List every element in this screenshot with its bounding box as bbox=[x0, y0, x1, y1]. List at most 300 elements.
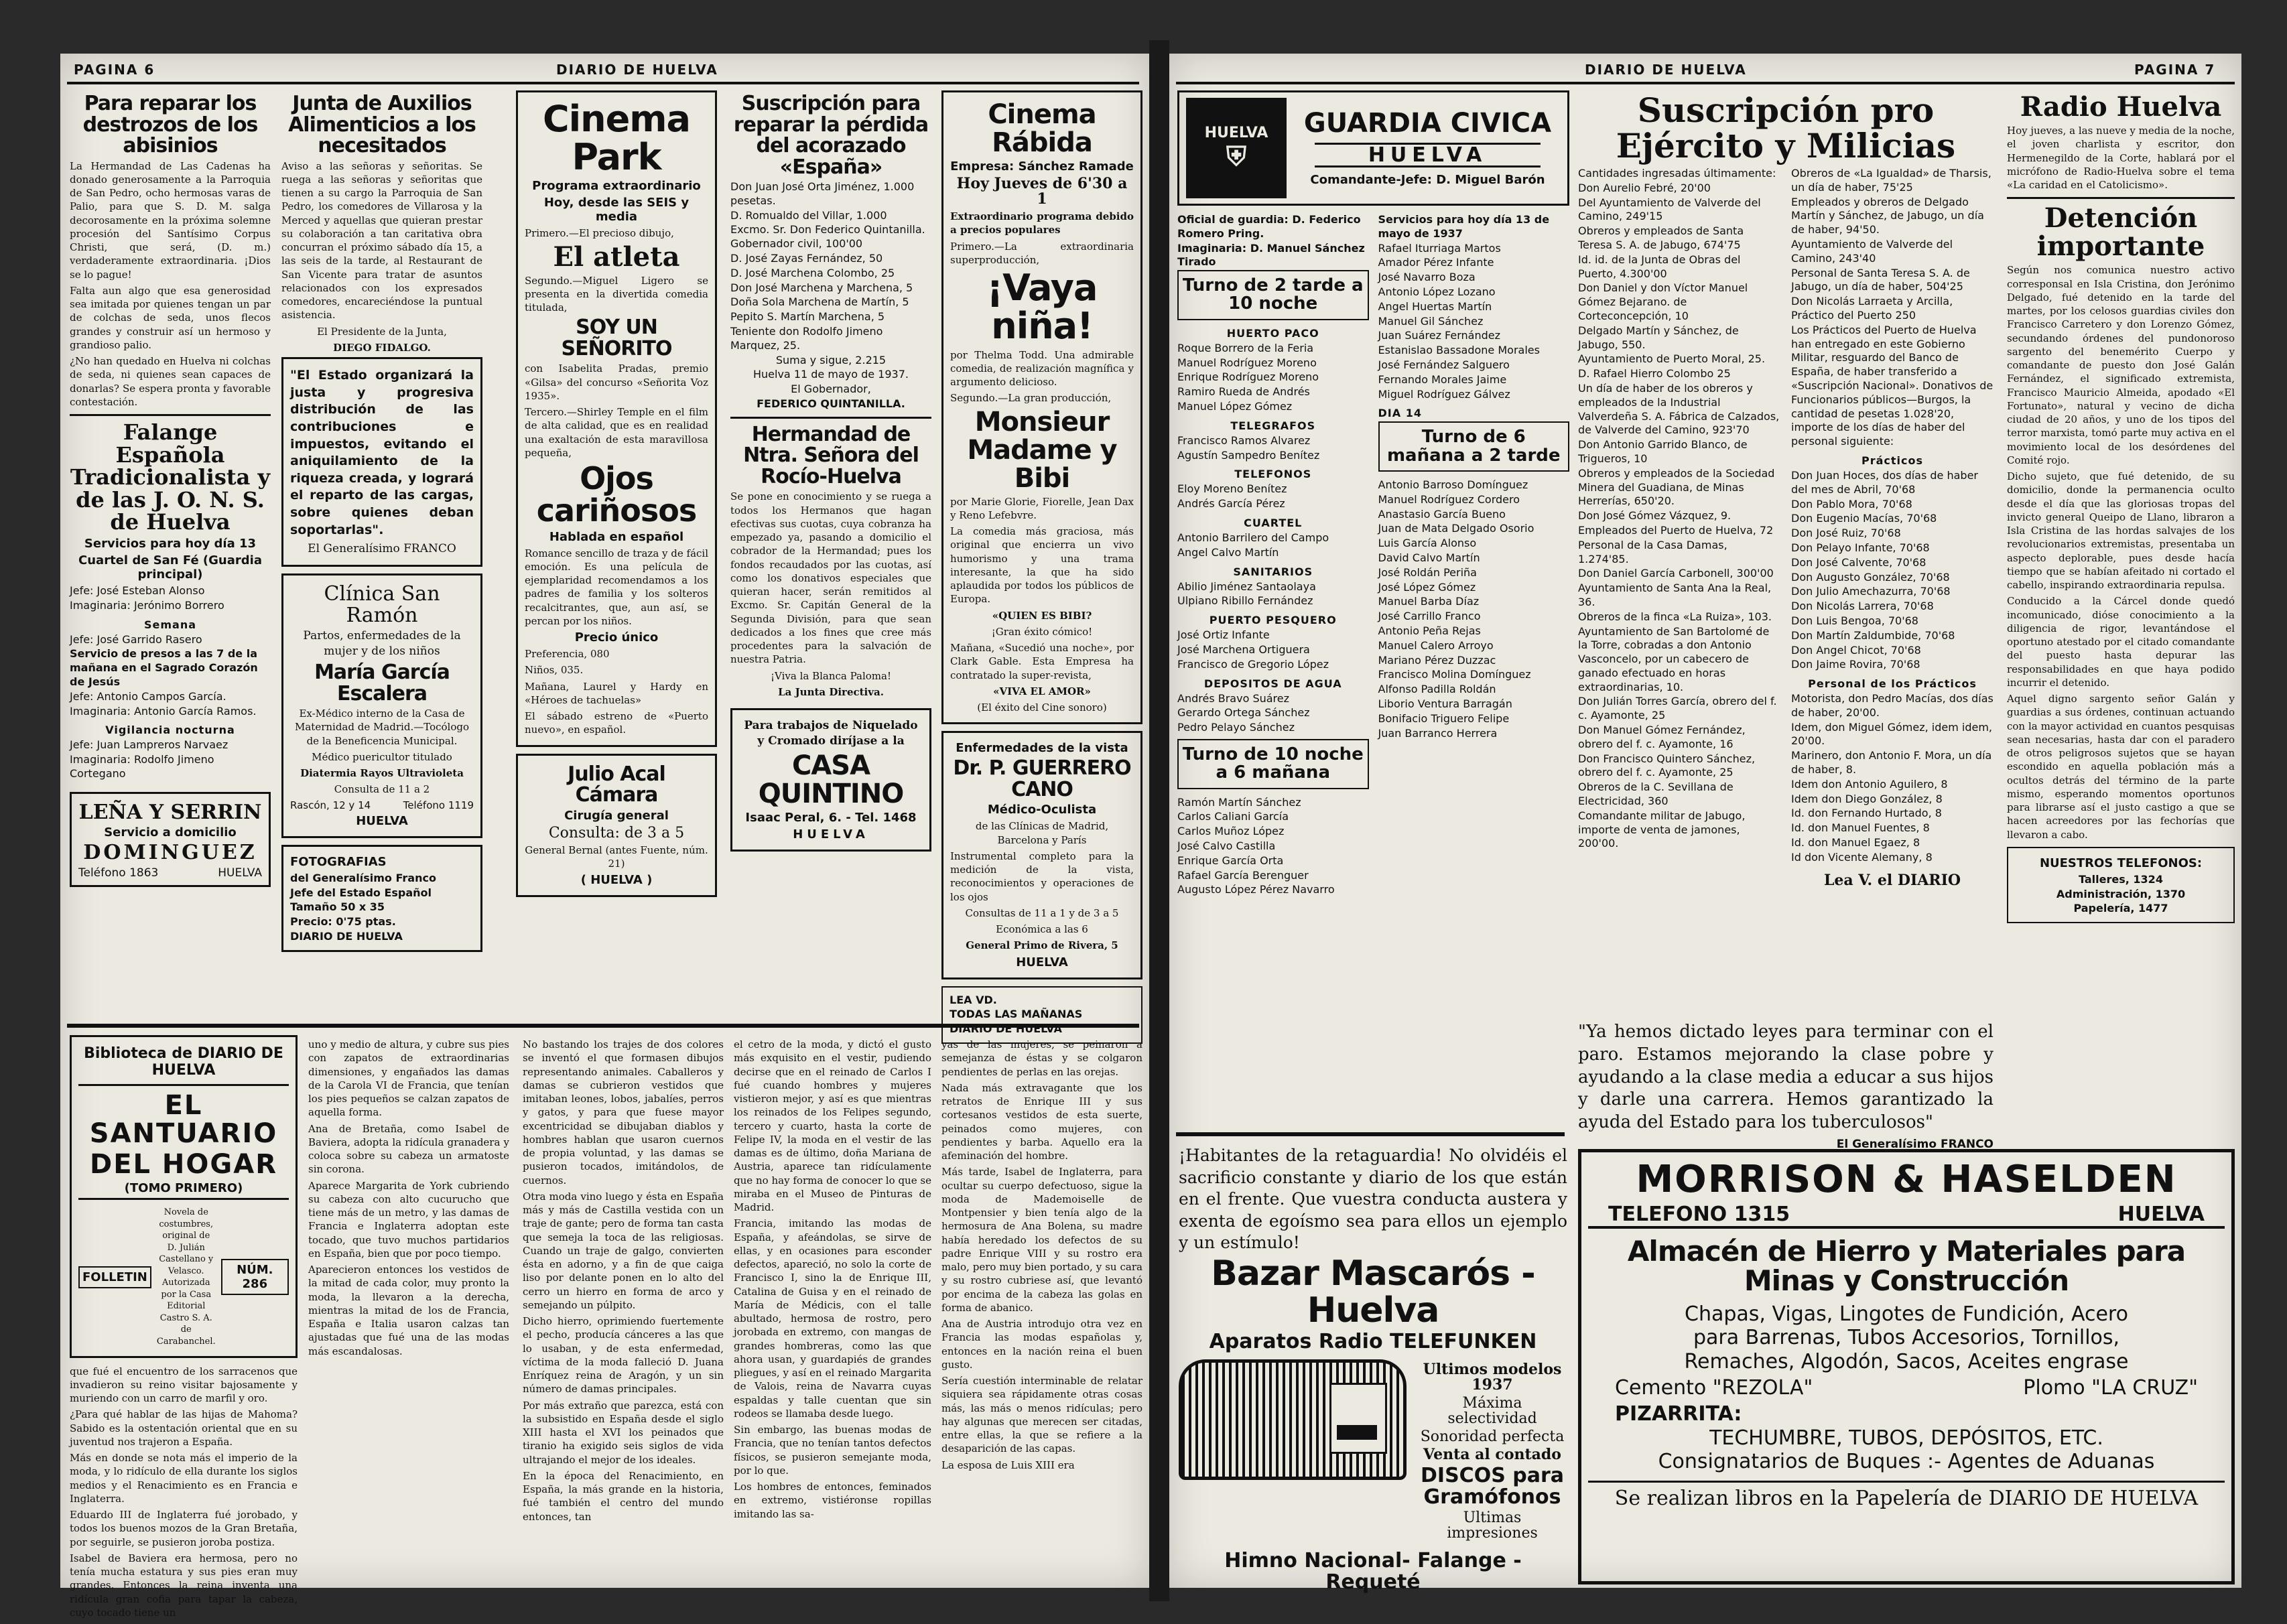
ad-city: HUELVA bbox=[218, 866, 262, 880]
subscription-date: Huelva 11 de mayo de 1937. bbox=[753, 368, 909, 381]
ad-line: Ex-Médico interno de la Casa de Maternidad de Madrid.—Tocólogo de la Beneficencia Municipal. bbox=[294, 707, 469, 747]
divider bbox=[70, 414, 271, 416]
roster-line: Fernando Morales Jaime bbox=[1378, 373, 1507, 386]
ad-address: Rascón, 12 y 14 bbox=[290, 799, 371, 811]
folio-page-number: PAGINA 6 bbox=[74, 62, 155, 78]
guardia-title: GUARDIA CIVICA bbox=[1303, 107, 1552, 139]
ad-phone: Teléfono 1119 bbox=[403, 799, 474, 811]
roster-line: Luis García Alonso bbox=[1378, 537, 1477, 550]
folletin-paragraph: Otra moda vino luego y ésta en España más y más de Castilla vestida con un traje de gante; pero de forma tan casta que semeja la toca de las religiosas. Cuando un traje de galgo, convierten ésta en adorno, y a fin de que caiga liso por delante ponen en lo alto del cerro un hierro en forma de arco y semejando un púlpito. bbox=[523, 1190, 724, 1311]
subscription-line: Marinero, don Antonio F. Mora, un día de haber, 8. bbox=[1791, 749, 1992, 776]
ad-line: Consultas de 11 a 1 y de 3 a 5 bbox=[965, 906, 1119, 919]
suscripcion-title: Suscripción pro Ejército y Milicias bbox=[1616, 90, 1956, 165]
roster-line: Abilio Jiménez Santaolaya bbox=[1177, 580, 1316, 593]
ad-line: TODAS LAS MAÑANAS bbox=[950, 1008, 1083, 1021]
program-line: Primero.—La extraordinaria superproducción, bbox=[950, 240, 1134, 266]
turno-box bbox=[1378, 421, 1570, 472]
ad-line: Tamaño 50 x 35 bbox=[290, 900, 385, 914]
section-rule bbox=[67, 1024, 1139, 1028]
biblioteca-box bbox=[70, 1035, 298, 1358]
roster-line: Carlos Caliani García bbox=[1177, 810, 1289, 823]
ad-line: del Generalísimo Franco bbox=[290, 871, 436, 884]
ad-line: Instrumental completo para la medición de la vista, reconocimientos y operaciones de los ojos bbox=[950, 850, 1134, 903]
huelva-shield-icon: HUELVA ⛨ bbox=[1186, 98, 1287, 198]
program-line: «QUIEN ES BIBI? bbox=[992, 609, 1092, 622]
bazar-line: Venta al contado bbox=[1423, 1446, 1561, 1464]
ad-line: Médico puericultor titulado bbox=[312, 750, 452, 763]
ad-phone: Teléfono 1863 bbox=[78, 866, 159, 880]
program-line: Tercero.—Shirley Temple en el film de alta calidad, que es en realidad una exaltación de esta maravillosa pequeña, bbox=[525, 406, 708, 459]
subscription-line: Don Nicolás Larraeta y Arcilla, Práctico del Puerto 250 bbox=[1791, 295, 1953, 322]
subscription-line: Don Pablo Mora, 70'68 bbox=[1791, 497, 1912, 511]
folletin-number: NÚM. 286 bbox=[221, 1259, 289, 1295]
guardia-jefe: Comandante-Jefe: D. Miguel Barón bbox=[1310, 173, 1545, 188]
ad-line: General Primo de Rivera, 5 bbox=[966, 939, 1118, 952]
folletin-paragraph: Por más extraño que parezca, está con la subsistido en España desde el siglo XIII hasta el XVI los peinados que tiranio ha exigido seis siglos de vida ultrajando el mejor de los ideales. bbox=[523, 1399, 724, 1466]
subscription-line: Motorista, don Pedro Macías, dos días de haber, 20'00. bbox=[1791, 692, 1994, 719]
roster-line: Rafael García Berenguer bbox=[1177, 868, 1309, 882]
film-title: ¡Vaya niña! bbox=[986, 267, 1098, 347]
signer-name: DIEGO FIDALGO. bbox=[333, 341, 431, 354]
subscription-line: Don Aurelio Febré, 20'00 bbox=[1578, 181, 1711, 194]
morrison-line: Consignatarios de Buques :- Agentes de Aduanas bbox=[1658, 1450, 2155, 1474]
roster-line: Miguel Rodríguez Gálvez bbox=[1378, 387, 1510, 401]
roster-date: Servicios para hoy día 13 de mayo de 1937 bbox=[1378, 213, 1550, 240]
article-line: La Junta Directiva. bbox=[778, 685, 884, 698]
subscription-line: Don Juan Hoces, dos días de haber del mes de Abril, 70'68 bbox=[1791, 468, 1978, 496]
folletin-paragraph: uno y medio de altura, y cubre sus pies con zapatos de extraordinarias dimensiones, y engañados las damas de la Carola VI de Francia, que tenían los pies pequeños se calzan zapatos de aquella forma. bbox=[308, 1038, 509, 1119]
folletin-column-1 bbox=[70, 1035, 298, 1619]
roster-line: Manuel López Gómez bbox=[1177, 399, 1293, 413]
subscription-total: Suma y sigue, 2.215 bbox=[775, 353, 887, 366]
radio-set-icon bbox=[1179, 1359, 1407, 1480]
ad-city: HUELVA bbox=[1016, 955, 1068, 969]
subscription-line: Los Prácticos del Puerto de Huelva han entregado en este Gobierno Militar, resguardo del Banco de España, de haber transferido a «Suscripción Nacional». Donativos de Funcionarios públicos—Burgos, la cantidad de pesetas 1.028'20, importe de los días de haber del personal siguiente: bbox=[1791, 323, 1994, 448]
subscription-line: Don José Ruiz, 70'68 bbox=[1791, 527, 1901, 540]
turno-title: Turno de 6 mañana a 2 tarde bbox=[1386, 427, 1561, 466]
roster-line: Ramón Martín Sánchez bbox=[1177, 795, 1301, 809]
ad-name: DOMINGUEZ bbox=[83, 841, 257, 865]
folletin-paragraph: Francia, imitando las modas de España, y afeándolas, se sirve de ellas, y en ocasiones para esconder defectos, apareció, no solo la corte de Francisco I, sino la de Enrique III, Catalina de Guisa y en el reinado de María de Médicis, con el talle abultado, hermosa de rostro, pero jorobada en extremo, con mangas de grandes hombreras, como las que ahora usan, y guardapiés de grandes pliegues, y así en el reinado Margarita de Valois, reina de Navarra cuyas espaldas y talle cuentan que sin rodeos se llamaba desde luego. bbox=[734, 1217, 931, 1420]
roster-line: Imaginaria: Jerónimo Borrero bbox=[70, 598, 224, 612]
falange-cuartel: Cuartel de San Fé (Guardia principal) bbox=[78, 553, 262, 582]
folletin-paragraph: Más tarde, Isabel de Inglaterra, para ocultar su cuerpo defectuoso, sigue la moda de Mademoiselle de Montpensier y bien tenía algo de la hermosura de Ana Bolena, su madre había heredado los defectos de su padre Enrique VIII y su rostro era malo, pero muy bien portado, y su cara y su rostro cubriese así, que levantó por encima de la cabeza las golas en forma de abanico. bbox=[941, 1166, 1142, 1314]
turno-title: Turno de 2 tarde a 10 noche bbox=[1182, 275, 1364, 314]
subscription-line: Don Julio Amechazurra, 70'68 bbox=[1791, 585, 1951, 598]
novel-title-2: DEL HOGAR bbox=[89, 1149, 277, 1180]
franco-quote-box bbox=[281, 357, 482, 567]
film-title: Monsieur Madame y Bibi bbox=[967, 406, 1117, 494]
subscription-line: Don Daniel y don Víctor Manuel Gómez Bejarano. de Corteconcepción, 10 bbox=[1578, 281, 1748, 322]
roster-line: Jefe: José Esteban Alonso bbox=[70, 584, 205, 597]
turno-title: Turno de 10 noche a 6 mañana bbox=[1182, 744, 1364, 783]
roster-line: Roque Borrero de la Feria bbox=[1177, 341, 1314, 354]
folletin-column-4 bbox=[734, 1035, 931, 1584]
ad-subtitle: Enfermedades de la vista bbox=[956, 741, 1128, 756]
detencion-title: Detención importante bbox=[2036, 202, 2205, 263]
article-body: Falta aun algo que esa generosidad sea imitada por quienes tengan un par de colchas de seda, unos flecos grandes y construir así un hermoso y grandioso palio. bbox=[70, 284, 271, 351]
roster-section: HUERTO PACO bbox=[1226, 326, 1319, 340]
section-rule bbox=[1176, 1132, 1565, 1136]
telefonos-box bbox=[2007, 847, 2235, 923]
roster-line: Manuel Gil Sánchez bbox=[1378, 314, 1484, 328]
bazar-line: Máxima selectividad bbox=[1447, 1394, 1537, 1427]
ad-city: HUELVA bbox=[356, 813, 408, 828]
biblioteca-title: Biblioteca de DIARIO DE HUELVA bbox=[84, 1045, 283, 1079]
subscription-line: Id. don Manuel Fuentes, 8 bbox=[1791, 821, 1930, 835]
falange-subtitle: Servicios para hoy día 13 bbox=[84, 536, 257, 551]
novel-title-1: EL SANTUARIO bbox=[89, 1090, 278, 1149]
program-line: El sábado estreno de «Puerto nuevo», en español. bbox=[525, 710, 708, 736]
ad-subtitle: Cirugía general bbox=[564, 808, 669, 823]
subscription-line: Obreros de la finca «La Ruiza», 103. bbox=[1578, 610, 1772, 623]
roster-line: Carlos Muñoz López bbox=[1177, 825, 1285, 838]
roster-line: Antonio López Lozano bbox=[1378, 285, 1496, 298]
bazar-subtitle: Aparatos Radio TELEFUNKEN bbox=[1209, 1330, 1537, 1354]
subscription-line: Un día de haber de los obreros y empleados de la Industrial Valverdeña S. A. Fábrica de Calzados, de Valverde del Camino, 923'70 bbox=[1578, 381, 1780, 437]
roster-section: CUARTEL bbox=[1244, 516, 1303, 529]
bazar-line: DISCOS para Gramófonos bbox=[1421, 1464, 1564, 1509]
subscription-line: Obreros de la C. Sevillana de Electricidad, 360 bbox=[1578, 781, 1734, 808]
subscription-line: Delgado Martín y Sánchez, de Jabugo, 550. bbox=[1578, 324, 1739, 351]
roster-line: Juan Suárez Fernández bbox=[1378, 329, 1500, 342]
morrison-line: Chapas, Vigas, Lingotes de Fundición, Acero bbox=[1685, 1302, 2128, 1326]
ad-lena-serrin bbox=[70, 792, 271, 887]
cinema-subtitle: Programa extraordinario bbox=[532, 179, 701, 194]
subscription-line: Idem, don Miguel Gómez, idem idem, 20'00. bbox=[1791, 720, 1992, 748]
suscripcion-block bbox=[1578, 90, 1994, 1015]
header-rule bbox=[1176, 82, 2235, 84]
quote-text: "El Estado organizará la justa y progresiva distribución de las contribuciones e impuestos, evitando el aniquilamiento de la riqueza creada, y logrará el reparto de las cargas, sobre quienes deban soportarlas". bbox=[290, 368, 474, 537]
roster-line: Ramiro Rueda de Andrés bbox=[1177, 385, 1310, 399]
ad-line: Diatermia Rayos Ultravioleta bbox=[300, 767, 464, 780]
ad-address: General Bernal (antes Fuente, núm. 21) bbox=[525, 843, 708, 870]
ad-line: Jefe del Estado Español bbox=[290, 886, 432, 899]
program-line: Extraordinario programa debido a precios populares bbox=[950, 210, 1134, 236]
divider bbox=[730, 417, 931, 419]
novel-description: Novela de costumbres, original de D. Julián Castellano y Velasco. Autorizada por la Casa Editorial Castro S. A. de Carabanchel. bbox=[156, 1207, 216, 1347]
ad-city: ( HUELVA ) bbox=[580, 873, 653, 888]
program-line: La comedia más graciosa, más original que encierra un vivo humorismo y una trama interesante, la que ha sido aplaudida por todos los públicos de Europa. bbox=[950, 525, 1134, 606]
morrison-line: TECHUMBRE, TUBOS, DEPÓSITOS, ETC. bbox=[1709, 1426, 2103, 1450]
subscription-line: Id. id. de la Junta de Obras del Puerto, 4.300'00 bbox=[1578, 253, 1741, 280]
roster-line: Rafael Iturriaga Martos bbox=[1378, 241, 1501, 255]
program-line: con Isabelita Pradas, premio «Gilsa» del concurso «Señorita Voz 1935». bbox=[525, 362, 708, 402]
subscription-line: Id don Vicente Alemany, 8 bbox=[1791, 850, 1933, 864]
turno-box bbox=[1177, 739, 1369, 789]
article-body: Aquel digno sargento señor Galán y guardias a sus órdenes, continuan actuando con la mayor actividad en cuantos pesquisas sean necesarias, hasta dar con el paradero de otros peligrosos sujetos que se hayan escondido en aquella población más a ocultos detrás del término de la parte mismo, esperando momentos oportunos para librarse así el justo castigo a que se hacen acreedores por las fechorías que llevaron a cabo. bbox=[2007, 693, 2235, 841]
article-title: Para reparar los destrozos de los abisinios bbox=[82, 92, 258, 157]
subscription-line: Don José Calvente, 70'68 bbox=[1791, 555, 1926, 569]
folio-title: DIARIO DE HUELVA bbox=[556, 62, 718, 78]
roster-line: Manuel Barba Díaz bbox=[1378, 595, 1480, 608]
bazar-line: Himno Nacional- Falange - Requeté bbox=[1224, 1549, 1522, 1594]
subscription-line: Id. don Manuel Egaez, 8 bbox=[1791, 836, 1920, 850]
folletin-paragraph: Eduardo III de Inglaterra fué jorobado, y todos los buenos mozos de la Gran Bretaña, por seguirle, se pusieron joroba postiza. bbox=[70, 1509, 298, 1548]
ad-subtitle: Servicio a domicilio bbox=[104, 825, 237, 840]
price-line: Niños, 035. bbox=[525, 664, 584, 677]
roster-line: Servicio de presos a las 7 de la mañana en el Sagrado Corazón de Jesús bbox=[70, 647, 258, 688]
price-title: Precio único bbox=[574, 630, 659, 645]
roster-line: Manuel Calero Arroyo bbox=[1378, 638, 1494, 652]
roster-line: Jefe: Antonio Campos García. bbox=[70, 689, 226, 703]
program-line: Segundo.—La gran producción, bbox=[950, 392, 1112, 405]
article-body: Hoy jueves, a las nueve y media de la noche, el joven charlista y escritor, don Hermenegildo de la Corte, hablará por el micrófono de Radio-Huelva sobre el tema «La caridad en el Catolicismo». bbox=[2007, 125, 2235, 191]
subscription-line: Obreros y empleados de la Sociedad Minera del Guadiana, de Minas Herrerías, 650'20. bbox=[1578, 466, 1775, 508]
subscription-signer-role: El Gobernador, bbox=[791, 383, 871, 396]
article-body: ¿No han quedado en Huelva ni colchas de seda, ni quienes sean capaces de donarlas? Se espera pronta y favorable contestación. bbox=[70, 355, 271, 408]
guardia-col-a bbox=[1177, 212, 1369, 898]
folletin-paragraph: Ana de Austria introdujo otra vez en Francia las modas españolas y, entonces en la nación reina el buen gusto. bbox=[941, 1318, 1142, 1371]
lea-diario: Lea V. el DIARIO bbox=[1823, 871, 1961, 889]
roster-line: Francisco de Gregorio López bbox=[1177, 657, 1329, 671]
guardia-civica-block bbox=[1177, 90, 1569, 1122]
subscription-line: Don Francisco Quintero Sánchez, obrero del f. c. Ayamonte, 25 bbox=[1578, 752, 1756, 779]
ad-cinema-park bbox=[516, 90, 717, 747]
roster-line: Andrés Bravo Suárez bbox=[1177, 691, 1290, 705]
cinema-subtitle: Hoy, desde las SEIS y media bbox=[543, 196, 690, 224]
subscription-line: D. José Zayas Fernández, 50 bbox=[730, 251, 883, 265]
film-title: SOY UN SEÑORITO bbox=[561, 316, 672, 360]
ad-morrison-haselden bbox=[1578, 1149, 2235, 1584]
subscription-line: Don Augusto González, 70'68 bbox=[1791, 570, 1950, 584]
morrison-line: Cemento "REZOLA" bbox=[1615, 1376, 1813, 1400]
roster-line: Antonio Barroso Domínguez bbox=[1378, 478, 1528, 491]
subscription-line: D. Rafael Hierro Colombo 25 bbox=[1578, 367, 1731, 381]
subscription-line: Don Nicolás Larrera, 70'68 bbox=[1791, 600, 1934, 613]
folletin-label: FOLLETIN bbox=[78, 1266, 151, 1288]
program-line: por Thelma Todd. Una admirable comedia, de realización magnífica y argumento delicioso. bbox=[950, 348, 1134, 389]
roster-line: Manuel Rodríguez Cordero bbox=[1378, 492, 1520, 506]
folletin-paragraph: No bastando los trajes de dos colores se inventó el que formasen dibujos representando animales. Caballeros y damas se cubrieron vestidos que imitaban leones, lobos, jabalíes, perros y gatos, y para que fuese mayor excentricidad se dibujaban diablos y hombres hablan que usaron cuernos de propia voluntad, y las damas se pusieron tocados, imitándolos, de cuernos. bbox=[523, 1038, 724, 1187]
roster-line: Juan de Mata Delgado Osorio bbox=[1378, 522, 1534, 535]
franco-quote-block bbox=[1578, 1018, 1994, 1151]
roster-line: Enrique Rodríguez Moreno bbox=[1177, 370, 1319, 384]
ad-subtitle: Para trabajos de Niquelado y Cromado diríjase a la bbox=[744, 719, 918, 748]
morrison-frame bbox=[1578, 1149, 2235, 1584]
roster-line: Agustín Sampedro Benítez bbox=[1177, 448, 1320, 462]
ad-city: HUELVA bbox=[793, 827, 869, 841]
roster-line: Oficial de guardia: D. Federico Romero Pring. bbox=[1177, 213, 1361, 240]
divider bbox=[78, 1084, 289, 1086]
radio-column bbox=[2007, 90, 2235, 1122]
ad-bazar-mascaros bbox=[1179, 1253, 1567, 1594]
program-line: Segundo.—Miguel Ligero se presenta en la divertida comedia titulada, bbox=[525, 274, 708, 314]
article-body: Conducido a la Cárcel donde quedó incomunicado, dióse conocimiento a la diligencia de rigor, levantándose el oportuno atestado por el citado comandante del puesto hasta depurar las responsabilidades en que haya podido incurrir el detenido. bbox=[2007, 595, 2235, 689]
folletin-paragraph: el cetro de la moda, y dictó el gusto más exquisito en el vestir, pudiendo decirse que en el reinado de Carlos I fué cuando hombres y mujeres vistieron mejor, y así es que mientras los reinados de los Felipes segundo, tercero y cuarto, hasta la corte de Felipe IV, la moda en el vestir de las damas es de último, doña Mariana de Austria, aparece tan ridículamente que no hay forma de conocer lo que se miraba en el Museo de Pinturas de Madrid. bbox=[734, 1038, 931, 1213]
article-body: Según nos comunica nuestro activo corresponsal en Isla Cristina, don Jerónimo Delgado, fué detenido en la tarde del martes, por los celosos guardias civiles don Francisco Carretero y don Lorenzo Gómez, secundando órdenes del pundonoroso sargento del benemérito Cuerpo y comandante de puesto don José Galán Fernández, el significado extremista, Francisco Mauricio Almeida, apodado «El Fortunato», natural y vecino de dicha ciudad de 20 años, y uno de los tipos del terror marxista, tomó parte muy activa en el movimiento local de los desórdenes del Comité rojo. bbox=[2007, 264, 2235, 466]
program-line: ¡Gran éxito cómico! bbox=[991, 625, 1093, 638]
roster-section: TELEGRAFOS bbox=[1230, 419, 1316, 432]
telefono-line: Talleres, 1324 bbox=[2079, 872, 2163, 886]
roster-line: Estanislao Bassadone Morales bbox=[1378, 344, 1540, 357]
subscription-line: Don Eugenio Macías, 70'68 bbox=[1791, 512, 1937, 525]
roster-line: Enrique García Orta bbox=[1177, 854, 1284, 867]
right-page bbox=[1169, 54, 2241, 1594]
morrison-line: Plomo "LA CRUZ" bbox=[2023, 1376, 2198, 1400]
subscription-line: Ayuntamiento de San Bartolomé de la Torre, cobradas a don Antonio Vasconcelo, por un cabecero de ganado efectuado en horas extraordinarias, 10. bbox=[1578, 624, 1770, 693]
roster-line: Angel Calvo Martín bbox=[1177, 545, 1279, 559]
roster-section: SANITARIOS bbox=[1233, 565, 1313, 578]
subscription-line: Don Daniel García Carbonell, 300'00 bbox=[1578, 567, 1774, 580]
roster-line: Andrés García Pérez bbox=[1177, 497, 1285, 511]
roster-line: Eloy Moreno Benítez bbox=[1177, 482, 1287, 496]
roster-line: Gerardo Ortega Sánchez bbox=[1177, 706, 1310, 720]
ad-line: Económica a las 6 bbox=[996, 923, 1088, 936]
subscription-line: Pepito S. Martín Marchena, 5 bbox=[730, 310, 885, 324]
ad-julio-acal bbox=[516, 754, 717, 898]
turno-box bbox=[1177, 270, 1369, 320]
program-line: (El éxito del Cine sonoro) bbox=[977, 701, 1107, 714]
shield-label: HUELVA bbox=[1204, 124, 1268, 141]
morrison-city: HUELVA bbox=[2117, 1202, 2205, 1226]
roster-line: José Marchena Ortiguera bbox=[1177, 642, 1310, 656]
folletin-paragraph: La esposa de Luis XIII era bbox=[941, 1459, 1075, 1471]
roster-line: Manuel Rodríguez Moreno bbox=[1177, 356, 1317, 369]
quote-signature: El Generalísimo FRANCO bbox=[1836, 1137, 1994, 1151]
ad-guerrero-cano bbox=[941, 731, 1142, 979]
roster-section: DEPOSITOS DE AGUA bbox=[1203, 677, 1342, 690]
subscription-line: D. Romualdo del Villar, 1.000 bbox=[730, 208, 887, 222]
papeleria-footer: Se realizan libros en la Papelería de DIARIO DE HUELVA bbox=[1588, 1481, 2225, 1509]
subscription-line: Doña Sola Marchena de Martín, 5 bbox=[730, 295, 909, 309]
roster-section: Personal de los Prácticos bbox=[1808, 677, 1977, 691]
subscription-line: Don Manuel Gómez Fernández, obrero del f. c. Ayamonte, 16 bbox=[1578, 724, 1746, 750]
folletin-paragraph: En la época del Renacimiento, en España, la más grande en la historia, fué también el centro del mundo entonces, tan bbox=[523, 1469, 724, 1523]
cinema-subtitle: Hoy Jueves de 6'30 a 1 bbox=[956, 175, 1128, 208]
roster-line: Francisco Molina Domínguez bbox=[1378, 668, 1531, 681]
roster-line: David Calvo Martín bbox=[1378, 551, 1480, 564]
program-line: Mañana, Laurel y Hardy en «Héroes de tachuelas» bbox=[525, 680, 708, 706]
article-title: Junta de Auxilios Alimenticios a los necesitados bbox=[288, 92, 476, 157]
folletin-column-3 bbox=[523, 1035, 724, 1584]
subscription-line: Don Jaime Rovira, 70'68 bbox=[1791, 658, 1920, 671]
column-2 bbox=[281, 90, 482, 1015]
roster-line: Mariano Pérez Duzzac bbox=[1378, 653, 1496, 667]
folletin-paragraph: que fué el encuentro de los sarracenos que invadieron su reino visitar bajosamente y muriendo con un carro de marfil y oro. bbox=[70, 1365, 298, 1405]
article-title: Hermandad de Ntra. Señora del Rocío-Huelva bbox=[743, 422, 919, 488]
guardia-header bbox=[1177, 90, 1569, 206]
roster-section: PUERTO PESQUERO bbox=[1209, 614, 1337, 627]
telefonos-title: NUESTROS TELEFONOS: bbox=[2039, 856, 2203, 870]
roster-line: Jefe: Juan Lampreros Narvaez bbox=[70, 738, 228, 752]
subscription-line: Don Antonio Garrido Blanco, de Trigueros, 10 bbox=[1578, 438, 1748, 465]
habitantes-text: ¡Habitantes de la retaguardia! No olvidéis el sacrificio constante y diario de los que están en el frente. Que vuestra conducta austera y exenta de egoísmo sea para ellos un ejemplo y un estímulo! bbox=[1179, 1146, 1567, 1252]
roster-line: Juan Barranco Herrera bbox=[1378, 726, 1498, 740]
folio-title: DIARIO DE HUELVA bbox=[1585, 62, 1747, 78]
subscription-intro: Cantidades ingresadas últimamente: bbox=[1578, 167, 1776, 180]
ad-title: CASA QUINTINO bbox=[758, 750, 904, 809]
divider bbox=[2007, 197, 2235, 199]
ad-address: Isaac Peral, 6. - Tel. 1468 bbox=[745, 810, 917, 825]
guardia-col-b bbox=[1378, 212, 1570, 898]
program-line: Mañana, «Sucedió una noche», por Clark Gable. Esta Empresa ha contratado la super-revista, bbox=[950, 642, 1134, 681]
roster-line: José Ortiz Infante bbox=[1177, 628, 1270, 642]
ad-doctor: María García Escalera bbox=[314, 661, 450, 705]
article-body: Aviso a las señoras y señoritas. Se ruega a las señoras y señoritas que tienen a su cargo la Parroquia de San Pedro, los comedores de Villarosa y la Merced y aquellas que quieran prestar su colaboración a tan caritativa obra concurran el próximo sábado día 15, a las seis de la tarde, al Restaurant de San Vicente para tratar de asuntos relacionados con los expresados comedores, encareciéndose la puntual asistencia. bbox=[281, 159, 482, 322]
ad-title: LEÑA Y SERRIN bbox=[78, 800, 262, 824]
folletin-paragraph: Dicho hierro, oprimiendo fuertemente el pecho, producía cánceres a las que lo usaban, y de esta enfermedad, víctima de la moda falleció D. Juana Enríquez reina de Aragón, y un sin número de damas principales. bbox=[523, 1315, 724, 1396]
ad-subtitle: Partos, enfermedades de la mujer y de los niños bbox=[303, 629, 461, 659]
roster-line: José Navarro Boza bbox=[1378, 271, 1476, 284]
program-line: Primero.—El precioso dibujo, bbox=[525, 227, 674, 240]
film-title: Ojos cariñosos bbox=[536, 460, 697, 529]
ad-line: DIARIO DE HUELVA bbox=[290, 929, 403, 943]
roster-line: Antonio Barrilero del Campo bbox=[1177, 531, 1329, 544]
roster-line: Ulpiano Ribillo Fernández bbox=[1177, 594, 1313, 608]
folletin-column-5 bbox=[941, 1035, 1142, 1584]
quote-text: "Ya hemos dictado leyes para terminar con el paro. Estamos mejorando la clase pobre y ayudando a la clase media a educar a sus hijos y darle una carrera. Hemos garantizado la ayuda del Estado para los tuberculosos" bbox=[1578, 1022, 1994, 1133]
program-line: Romance sencillo de traza y de fácil emoción. Es una película de ejemplaridad recomendamos a los padres de familia y los solteros recalcitrantes, que, aun así, se percan por los niños. bbox=[525, 547, 709, 627]
ad-casa-quintino bbox=[730, 708, 931, 852]
article-body: Se pone en conocimiento y se ruega a todos los Hermanos que hagan efectivas sus cuotas, cuya cobranza ha empezado ya, pasando a domicilio el cobrador de la Hermandad; pues los fondos recaudados por las cuotas, así como los donativos especiales que quieran hacer, serán remitidos al Excmo. Sr. Capitán General de la Segunda División, para que sean dedicados a los fines que cree más procedentes para la salvación de nuestra Patria. bbox=[730, 490, 931, 666]
subscription-line: Id. don Fernando Hurtado, 8 bbox=[1791, 807, 1942, 820]
folletin-column-2 bbox=[308, 1035, 509, 1584]
ad-hours: Consulta: de 3 a 5 bbox=[548, 824, 685, 841]
subscription-line: Don Luis Bengoa, 70'68 bbox=[1791, 614, 1918, 627]
roster-line: Antonio Peña Rejas bbox=[1378, 624, 1481, 637]
subscription-signer: FEDERICO QUINTANILLA. bbox=[757, 397, 905, 410]
subscription-line: Teniente don Rodolfo Jimeno Marquez, 25. bbox=[730, 324, 883, 352]
program-line: por Marie Glorie, Fiorelle, Jean Dax y Reno Lefebvre. bbox=[950, 495, 1134, 521]
telefono-line: Administración, 1370 bbox=[2056, 887, 2186, 900]
header-rule bbox=[67, 82, 1139, 84]
cinema-title: Cinema Park bbox=[543, 98, 690, 178]
ad-line: de las Clínicas de Madrid, Barcelona y París bbox=[975, 820, 1109, 846]
ad-title: FOTOGRAFIAS bbox=[290, 854, 387, 869]
roster-section: TELEFONOS bbox=[1234, 468, 1312, 481]
subscription-line: Don Angel Chicot, 70'68 bbox=[1791, 643, 1921, 657]
subscription-line: Empleados y obreros de Delgado Martín y Sánchez, de Jabugo, un día de haber, 94'50. bbox=[1791, 195, 1984, 236]
roster-line: Angel Huertas Martín bbox=[1378, 299, 1492, 313]
guardia-city: HUELVA bbox=[1315, 143, 1541, 168]
folletin-paragraph: Aparece Margarita de York cubriendo su cabeza con alto cucurucho que tiene más de un metro, y las damas de Francia e Inglaterra adoptan este tocado, que tuvo muchos partidarios en España, bien que por poco tiempo. bbox=[308, 1179, 509, 1260]
ad-cinema-rabida bbox=[941, 90, 1142, 724]
ad-doctor: Julio Acal Cámara bbox=[568, 762, 665, 807]
roster-line: José Calvo Castilla bbox=[1177, 839, 1276, 852]
subscription-line: Don Julián Torres García, obrero del f. c. Ayamonte, 25 bbox=[1578, 695, 1777, 722]
roster-line: Alfonso Padilla Roldán bbox=[1378, 683, 1496, 696]
quote-signature: El Generalísimo FRANCO bbox=[308, 542, 456, 556]
folletin-paragraph: Isabel de Baviera era hermosa, pero no tenía mucha estatura y sus pies eran muy grandes. Entonces la reina inventa una ridícula gran cofia para tapar la cabeza, cuyo tocado tiene un bbox=[70, 1552, 298, 1619]
cinema-title: Cinema Rábida bbox=[988, 99, 1096, 158]
roster-line: Augusto López Pérez Navarro bbox=[1177, 883, 1335, 896]
ad-line: LEA VD. bbox=[950, 993, 997, 1006]
subscription-line: Idem don Diego González, 8 bbox=[1791, 792, 1943, 805]
subscription-line: Don José Marchena y Marchena, 5 bbox=[730, 281, 913, 294]
roster-section: Semana bbox=[143, 618, 197, 631]
subscription-line: Personal de Santa Teresa S. A. de Jabugo, un día de haber, 504'25 bbox=[1791, 266, 1970, 293]
signer-role: El Presidente de la Junta, bbox=[317, 325, 447, 338]
ad-clinica-san-ramon bbox=[281, 573, 482, 837]
cinema-subtitle: Empresa: Sánchez Ramade bbox=[950, 159, 1134, 174]
subscription-line: Idem don Antonio Aguilero, 8 bbox=[1791, 777, 1948, 791]
page-gutter bbox=[1149, 40, 1169, 1601]
ad-line: Consulta de 11 a 2 bbox=[334, 783, 430, 796]
subscription-line: Comandante militar de Jabugo, importe de venta de jamones, 200'00. bbox=[1578, 809, 1746, 850]
ad-doctor: Dr. P. GUERRERO CANO bbox=[953, 756, 1131, 801]
folletin-paragraph: Ana de Bretaña, como Isabel de Baviera, adopta la ridícula granadera y coloca sobre su cabeza un armatoste sin corona. bbox=[308, 1122, 509, 1176]
folletin-paragraph: Sin embargo, las buenas modas de Francia, que no tenían tantos defectos físicos, se pusieron semejante moda, por lo que. bbox=[734, 1424, 931, 1477]
ad-line: Precio: 0'75 ptas. bbox=[290, 915, 396, 929]
bazar-title: Bazar Mascarós - Huelva bbox=[1211, 1254, 1535, 1331]
roster-line: Francisco Ramos Alvarez bbox=[1177, 433, 1311, 447]
column-5 bbox=[941, 90, 1142, 1036]
novel-tomo: (TOMO PRIMERO) bbox=[124, 1181, 243, 1195]
subscription-line: Personal de la Casa Damas, 1.274'85. bbox=[1578, 538, 1727, 565]
morrison-line: para Barrenas, Tubos Accesorios, Tornillos, bbox=[1693, 1326, 2120, 1350]
roster-line: Liborio Ventura Barragán bbox=[1378, 697, 1512, 710]
